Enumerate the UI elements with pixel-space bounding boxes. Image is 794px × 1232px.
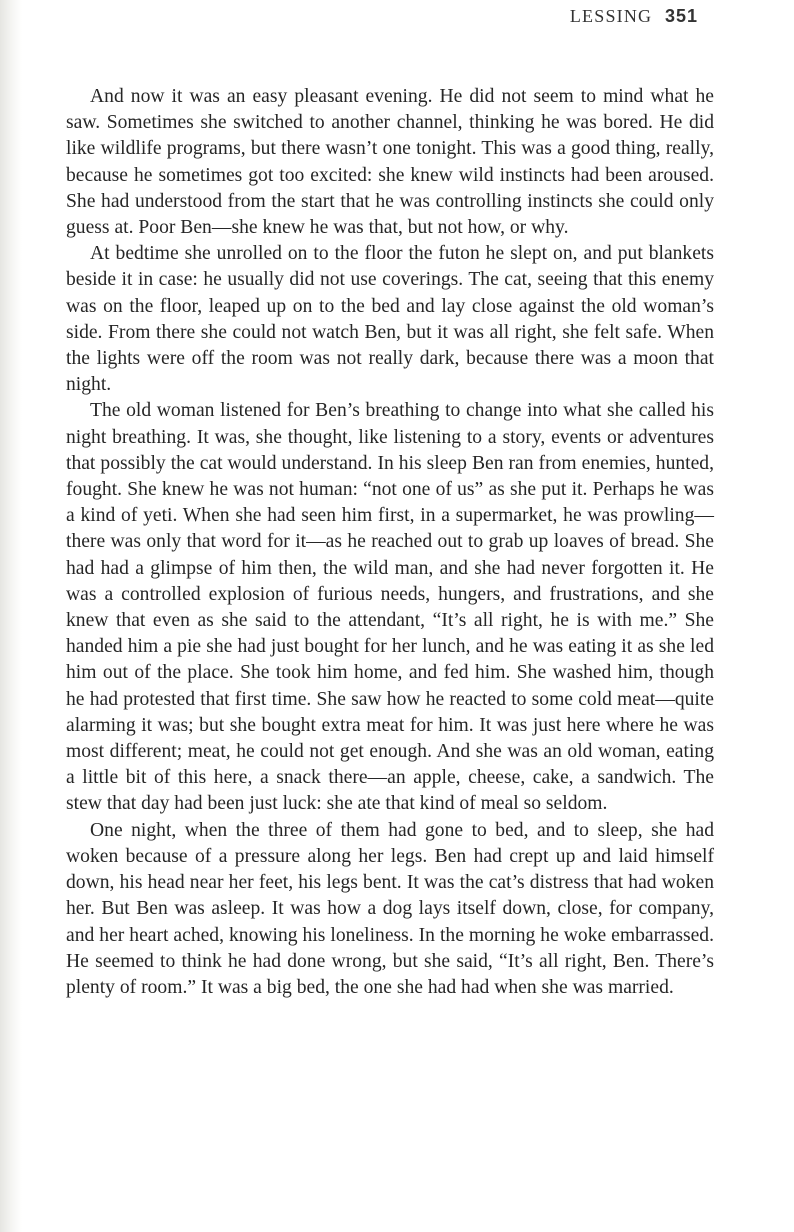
paragraph: The old woman listened for Ben’s breathing to change into what she called his night breathing. It was, she thought, like listening to a story, events or adventures that possibly the cat would understand. In his sleep Ben ran from enemies, hunted, fought. She knew he was not human: “not one of us” as she put it. Perhaps he was a kind of yeti. When she had seen him first, in a supermarket, he was prowling—there was only that word for it—as he reached out to grab up loaves of bread. She had had a glimpse of him then, the wild man, and she had never forgotten it. He was a controlled explosion of furious needs, hungers, and frustrations, and she knew that even as she said to the attendant, “It’s all right, he is with me.” She handed him a pie she had just bought for her lunch, and he was eating it as she led him out of the place. She took him home, and fed him. She washed him, though he had protested that first time. She saw how he reacted to some cold meat—quite alarming it was; but she bought extra meat for him. It was just here where he was most different; meat, he could not get enough. And she was an old woman, eating a little bit of this here, a snack there—an apple, cheese, cake, a sandwich. The stew that day had been just luck: she ate that kind of meal so seldom. [66, 400, 714, 815]
page-number: 351 [664, 6, 698, 26]
paragraph: And now it was an easy pleasant evening. He did not seem to mind what he saw. Sometimes she switched to another channel, thinking he was bored. He did like wildlife programs, but there wasn’t one tonight. This was a good thing, really, because he sometimes got too excited: she knew wild instincts had been aroused. She had understood from the start that he was controlling instincts she could only guess at. Poor Ben—she knew he was that, but not how, or why. [66, 86, 714, 239]
body-text [66, 84, 714, 1001]
paragraph: One night, when the three of them had gone to bed, and to sleep, she had woken because of a pressure along her legs. Ben had crept up and laid himself down, his head near her feet, his legs bent. It was the cat’s distress that had woken her. But Ben was asleep. It was how a dog lays itself down, close, for company, and her heart ached, knowing his loneliness. In the morning he woke embarrassed. He seemed to think he had done wrong, but she said, “It’s all right, Ben. There’s plenty of room.” It was a big bed, the one she had had when she was married. [66, 819, 714, 998]
paragraph: At bedtime she unrolled on to the floor the futon he slept on, and put blankets beside it in case: he usually did not use coverings. The cat, seeing that this enemy was on the floor, leaped up on to the bed and lay close against the old woman’s side. From there she could not watch Ben, but it was all right, she felt safe. When the lights were off the room was not really dark, because there was a moon that night. [66, 243, 714, 396]
running-header [570, 6, 698, 27]
running-header-author: LESSING [569, 6, 653, 26]
page-gutter-shadow [0, 0, 22, 1232]
